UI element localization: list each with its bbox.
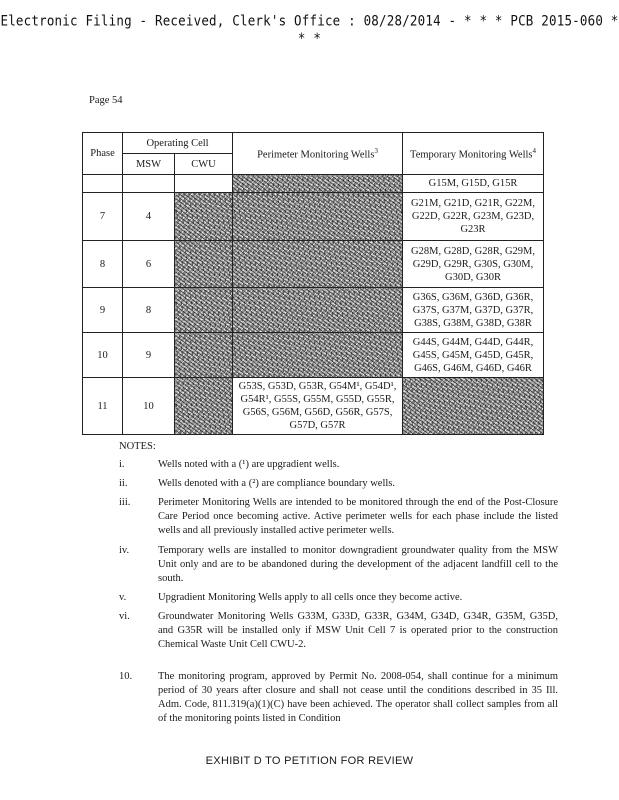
note-text: Wells noted with a (¹) are upgradient wells. — [158, 459, 340, 470]
redacted-cell — [233, 241, 403, 288]
redacted-cell — [233, 175, 403, 193]
redacted-cell — [175, 288, 233, 333]
table-row — [83, 378, 544, 435]
redacted-cell — [175, 333, 233, 378]
header-perimeter-wells: Perimeter Monitoring Wells$^3$ — [233, 133, 403, 175]
header-operating-cell: Operating Cell — [123, 133, 233, 154]
note-text: Temporary wells are installed to monitor downgradient groundwater quality from the MSW Unit only and are to be abandoned during the development of the adjacent landfill cell to the south. — [158, 545, 558, 584]
cell-phase: 9 — [83, 288, 123, 333]
cell-temporary-wells: G15M, G15D, G15R — [403, 175, 544, 193]
cell-msw: 4 — [123, 193, 175, 241]
cell-msw: 9 — [123, 333, 175, 378]
note-number: iii. — [119, 497, 131, 508]
page-number: Page 54 — [89, 95, 123, 106]
table-row — [83, 175, 544, 193]
cell-phase: 10 — [83, 333, 123, 378]
cell-msw: 8 — [123, 288, 175, 333]
note-number: i. — [119, 459, 125, 470]
cell-temporary-wells: G21M, G21D, G21R, G22M, G22D, G22R, G23M, G23D, G23R — [403, 193, 544, 241]
note-text: Groundwater Monitoring Wells G33M, G33D, G33R, G34M, G34D, G34R, G35M, G35D, and G35R will be installed only if MSW Unit Cell 7 is operated prior to the construction Chemical Waste Unit Cell CWU-2. — [158, 611, 558, 650]
header-phase: Phase — [83, 133, 123, 175]
cell-phase: 11 — [83, 378, 123, 435]
cell-temporary-wells: G28M, G28D, G28R, G29M, G29D, G29R, G30S, G30M, G30D, G30R — [403, 241, 544, 288]
note-text: Wells denoted with a (²) are compliance boundary wells. — [158, 478, 396, 489]
note-number: v. — [119, 592, 127, 603]
cell-phase: 8 — [83, 241, 123, 288]
note-text: Perimeter Monitoring Wells are intended to be monitored through the end of the Post-Closure Care Period once becoming active. Active perimeter wells for each phase include the listed wells and all previously installed active perimeter wells. — [158, 497, 558, 536]
cell-phase: 7 — [83, 193, 123, 241]
cell-temporary-wells: G44S, G44M, G44D, G44R, G45S, G45M, G45D, G45R, G46S, G46M, G46D, G46R — [403, 333, 544, 378]
redacted-cell — [175, 378, 233, 435]
monitoring-wells-table — [82, 132, 544, 435]
header-msw: MSW — [123, 154, 175, 175]
redacted-cell — [233, 193, 403, 241]
redacted-cell — [175, 241, 233, 288]
header-temporary-wells: Temporary Monitoring Wells$^4$ — [403, 133, 544, 175]
header-cwu: CWU — [175, 154, 233, 175]
redacted-cell — [403, 378, 544, 435]
note-number: vi. — [119, 611, 130, 622]
condition-number: 10. — [119, 671, 133, 682]
cell-msw — [123, 175, 175, 193]
cell-cwu — [175, 175, 233, 193]
table-row — [83, 241, 544, 288]
cell-perimeter-wells: G53S, G53D, G53R, G54M¹, G54D¹, G54R¹, G55S, G55M, G55D, G55R, G56S, G56M, G56D, G56R, G57S, G57D, G57R — [233, 378, 403, 435]
redacted-cell — [233, 288, 403, 333]
note-text: Upgradient Monitoring Wells apply to all cells once they become active. — [158, 592, 463, 603]
cell-msw: 10 — [123, 378, 175, 435]
redacted-cell — [233, 333, 403, 378]
note-number: ii. — [119, 478, 128, 489]
redacted-cell — [175, 193, 233, 241]
exhibit-footer: EXHIBIT D TO PETITION FOR REVIEW — [205, 755, 414, 767]
cell-temporary-wells: G36S, G36M, G36D, G36R, G37S, G37M, G37D, G37R, G38S, G38M, G38D, G38R — [403, 288, 544, 333]
condition-text: The monitoring program, approved by Permit No. 2008-054, shall continue for a minimum period of 30 years after closure and shall not cease until the conditions described in 35 Ill. Adm. Code, 811.319(a)(1)(C) have been achieved. The operator shall collect samples from all of the monitoring points listed in Condition — [158, 671, 558, 724]
table-row — [83, 193, 544, 241]
filing-stamp: Electronic Filing - Received, Clerk's Office : 08/28/2014 - * * * PCB 2015-060 * * * — [0, 11, 619, 47]
table-row — [83, 288, 544, 333]
notes-label: NOTES: — [119, 441, 156, 452]
cell-phase — [83, 175, 123, 193]
table-row — [83, 333, 544, 378]
note-number: iv. — [119, 545, 130, 556]
cell-msw: 6 — [123, 241, 175, 288]
